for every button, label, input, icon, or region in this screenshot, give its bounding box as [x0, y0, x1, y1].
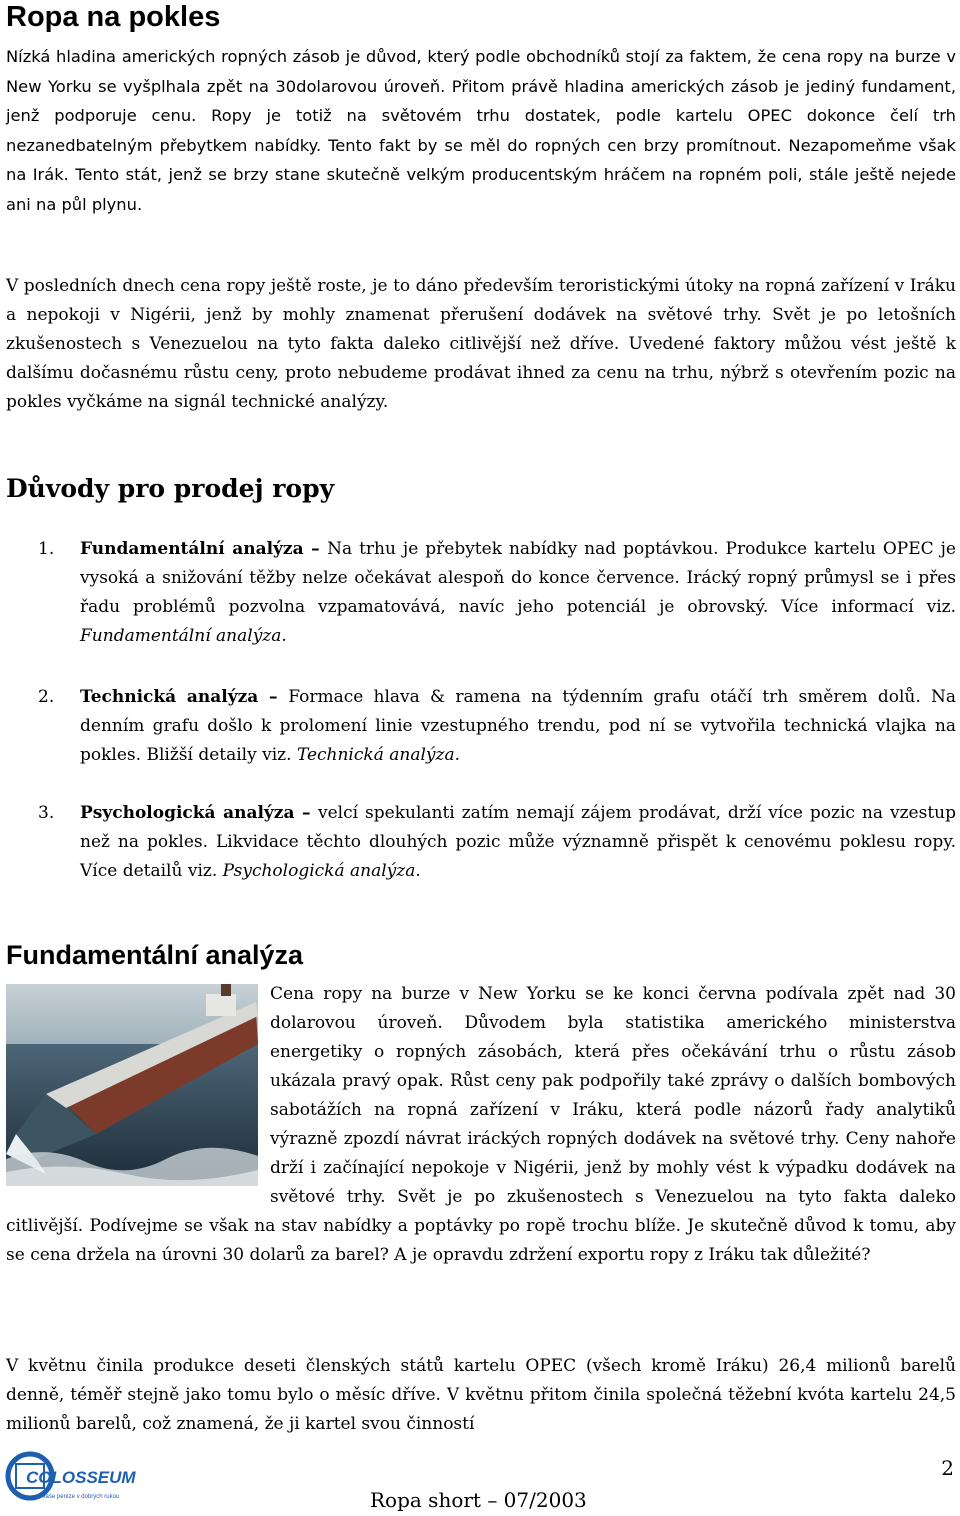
list-item-text: Na trhu je přebytek nabídky nad poptávkou. Produkce kartelu OPEC je vysoká a snižování těžby nelze očekávat alespoň do konce července. Irácký ropný průmysl se i přes řadu problémů pozvolna vzpamatovává, navíc jeho potenciál je obrovský. Více informací viz. [80, 539, 956, 617]
oil-tanker-image [6, 984, 258, 1186]
list-item-text: velcí spekulanti zatím nemají zájem prodávat, drží více pozic na vzestup než na pokles. Likvidace těchto dlouhých pozic může významně přispět k cenovému poklesu ropy. Více detailů viz. [80, 803, 956, 881]
page-title: Ropa na pokles [6, 1, 221, 33]
list-number: 2. [38, 687, 55, 707]
list-item-body [80, 799, 956, 886]
list-item-label: Psychologická analýza [80, 803, 295, 823]
may-paragraph: V květnu činila produkce deseti členských států kartelu OPEC (všech kromě Iráku) 26,4 milionů barelů denně, téměř stejně jako tomu bylo o měsíc dříve. V květnu přitom činila společná těžební kvóta kartelu 24,5 milionů barelů, což znamená, že ji kartel svou činností [6, 1356, 956, 1434]
second-paragraph: V posledních dnech cena ropy ještě roste, je to dáno především teroristickými útoky na ropná zařízení v Iráku a nepokoji v Nigérii, jenž by mohly znamenat přerušení dodávek na světové trhy. Svět je po letošních zkušenostech s Venezuelou na tyto fakta daleko citlivější než dříve. Uvedené faktory můžou vést ještě k dalšímu dočasnému růstu ceny, proto nebudeme prodávat ihned za cenu na trhu, nýbrž s otevřením pozic na pokles vyčkáme na signál technické analýzy. [6, 276, 956, 412]
intro-paragraph: Nízká hladina amerických ropných zásob je důvod, který podle obchodníků stojí za faktem, že cena ropy na burze v New Yorku se vyšplhala zpět na 30dolarovou úroveň. Přitom právě hladina amerických zásob je jediný fundament, jenž podporuje cenu. Ropy je totiž na světovém trhu dostatek, podle kartelu OPEC dokonce čelí trh nezanedbatelným přebytkem nabídky. Tento fakt by se měl do ropných cen brzy promítnout. Nezapomeňme však na Irák. Tento stát, jenž se brzy stane skutečně velkým producentským hráčem na ropném poli, stále ještě nejede ani na půl plynu. [6, 47, 956, 214]
fundamental-section [6, 980, 956, 1270]
footer-label: Ropa short – 07/2003 [370, 1488, 587, 1512]
page-number: 2 [941, 1456, 954, 1480]
oil-tanker-photo [6, 984, 258, 1186]
list-item-dash: – [303, 539, 328, 559]
list-item-dash: – [258, 687, 289, 707]
list-item-text: Formace hlava & ramena na týdenním grafu otáčí trh směrem dolů. Na denním grafu došlo k prolomení linie vzestupného trendu, pod ní se vytvořila technická vlajka na pokles. Bližší detaily viz. [80, 687, 957, 765]
list-item-reference: Fundamentální analýza. [80, 626, 287, 646]
colosseum-logo [6, 1448, 136, 1506]
fundamental-text: Cena ropy na burze v New Yorku se ke konci června podívala zpět nad 30 dolarovou úroveň. Důvodem byla statistika amerického ministerstva energetiky o ropných zásobách, která přes očekávání trhu o růstu zásob ukázala pravý opak. Růst ceny pak podpořily také zprávy o dalších bombových sabotážích na ropná zařízení v Iráku, která podle názorů řady analytiků výrazně zpozdí návrat iráckých ropných dodávek na světové trhy. Ceny nahoře drží i začínající nepokoje v Nigérii, jenž by mohly vést k výpadku dodávek na světové trhy. Svět je po zkušenostech s Venezuelou na tyto fakta daleko citlivější. Podívejme se však na stav nabídky a poptávky po ropě trochu blíže. Je skutečně důvod k tomu, aby se cena držela na úrovni 30 dolarů za barel? A je opravdu zdržení exportu ropy z Iráku tak důležité? [6, 984, 956, 1265]
reasons-heading: Důvody pro prodej ropy [6, 474, 335, 503]
list-item-reference: Technická analýza. [296, 745, 460, 765]
list-item-label: Fundamentální analýza [80, 539, 304, 559]
list-number: 3. [38, 803, 55, 823]
colosseum-logo-image [6, 1448, 136, 1506]
list-item-label: Technická analýza [80, 687, 259, 707]
fundamental-heading: Fundamentální analýza [6, 940, 304, 970]
list-item-reference: Psychologická analýza. [222, 861, 421, 881]
list-item-body [80, 535, 956, 651]
logo-tagline: Vaše peníze v dobrých rukou [42, 1494, 120, 1500]
logo-text: COLOSSEUM [26, 1468, 136, 1487]
list-item-dash: – [294, 803, 318, 823]
list-item-body [80, 683, 956, 770]
list-number: 1. [38, 539, 55, 559]
